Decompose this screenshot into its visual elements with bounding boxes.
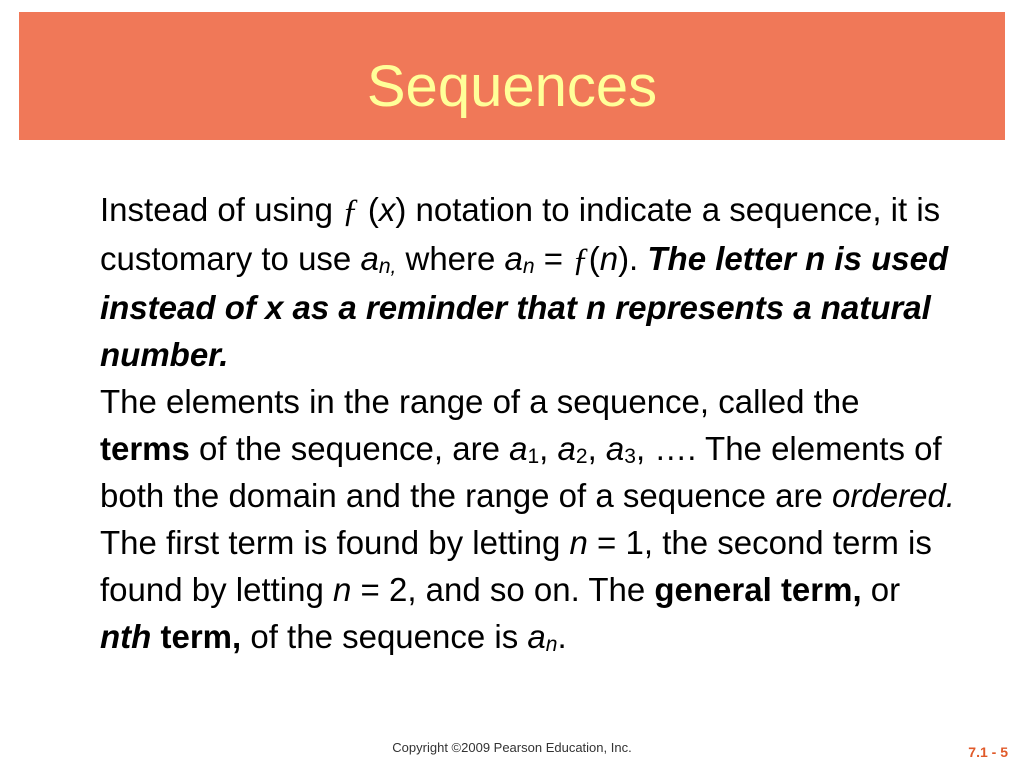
subscript: 1 — [527, 445, 540, 468]
text: = — [534, 240, 573, 277]
text: The elements in the range of a sequence, called the — [100, 383, 860, 420]
copyright-footer: Copyright ©2009 Pearson Education, Inc. — [392, 740, 632, 755]
text: . — [557, 618, 567, 655]
term-term: term, — [160, 618, 242, 655]
text: , — [539, 430, 558, 467]
text: where — [396, 240, 505, 277]
slide-body — [100, 186, 960, 660]
term-terms: terms — [100, 430, 190, 467]
subscript: 3 — [624, 445, 636, 468]
variable-a: a — [360, 240, 379, 277]
paragraph-notation — [100, 186, 960, 378]
variable-a: a — [527, 618, 546, 655]
text: of the sequence is — [241, 618, 528, 655]
variable-x: x — [378, 191, 396, 228]
subscript: n, — [378, 255, 397, 278]
term-nth: nth — [100, 618, 152, 655]
title-bar — [19, 12, 1005, 140]
text: ( — [358, 191, 379, 228]
slide-title: Sequences — [366, 54, 658, 119]
text: , …. The elements of both the domain and the range of a sequence are — [100, 430, 942, 514]
text: The first term is found by letting — [100, 524, 570, 561]
variable-n: n — [599, 240, 619, 277]
text: or — [861, 571, 901, 608]
emphasis-text: The letter n is used instead of x as a reminder that n represents a natural number. — [100, 240, 949, 373]
variable-n: n — [333, 571, 352, 608]
text: of the sequence, are — [189, 430, 510, 467]
text: , — [587, 430, 606, 467]
subscript: 2 — [575, 445, 588, 468]
function-symbol: ƒ — [342, 193, 359, 229]
text: ) notation to indicate a sequence, it is customary to use — [100, 191, 941, 277]
text: = 2, and so on. The — [351, 571, 655, 608]
term-general: general term, — [654, 571, 862, 608]
variable-n: n — [569, 524, 588, 561]
variable-a: a — [605, 430, 625, 467]
subscript: n — [522, 255, 535, 278]
text: = 1, the second term is found by letting — [100, 524, 932, 608]
text: Instead of using — [100, 191, 343, 228]
variable-a: a — [509, 430, 528, 467]
term-ordered: ordered. — [832, 477, 955, 514]
slide-number: 7.1 - 5 — [968, 744, 1008, 760]
variable-a: a — [557, 430, 576, 467]
variable-a: a — [504, 240, 523, 277]
paragraph-terms — [100, 425, 960, 660]
paragraph-range — [100, 378, 960, 425]
function-symbol: ƒ — [572, 242, 589, 278]
subscript: n — [545, 633, 558, 656]
text: ( — [588, 240, 600, 277]
text: ). — [618, 240, 648, 277]
